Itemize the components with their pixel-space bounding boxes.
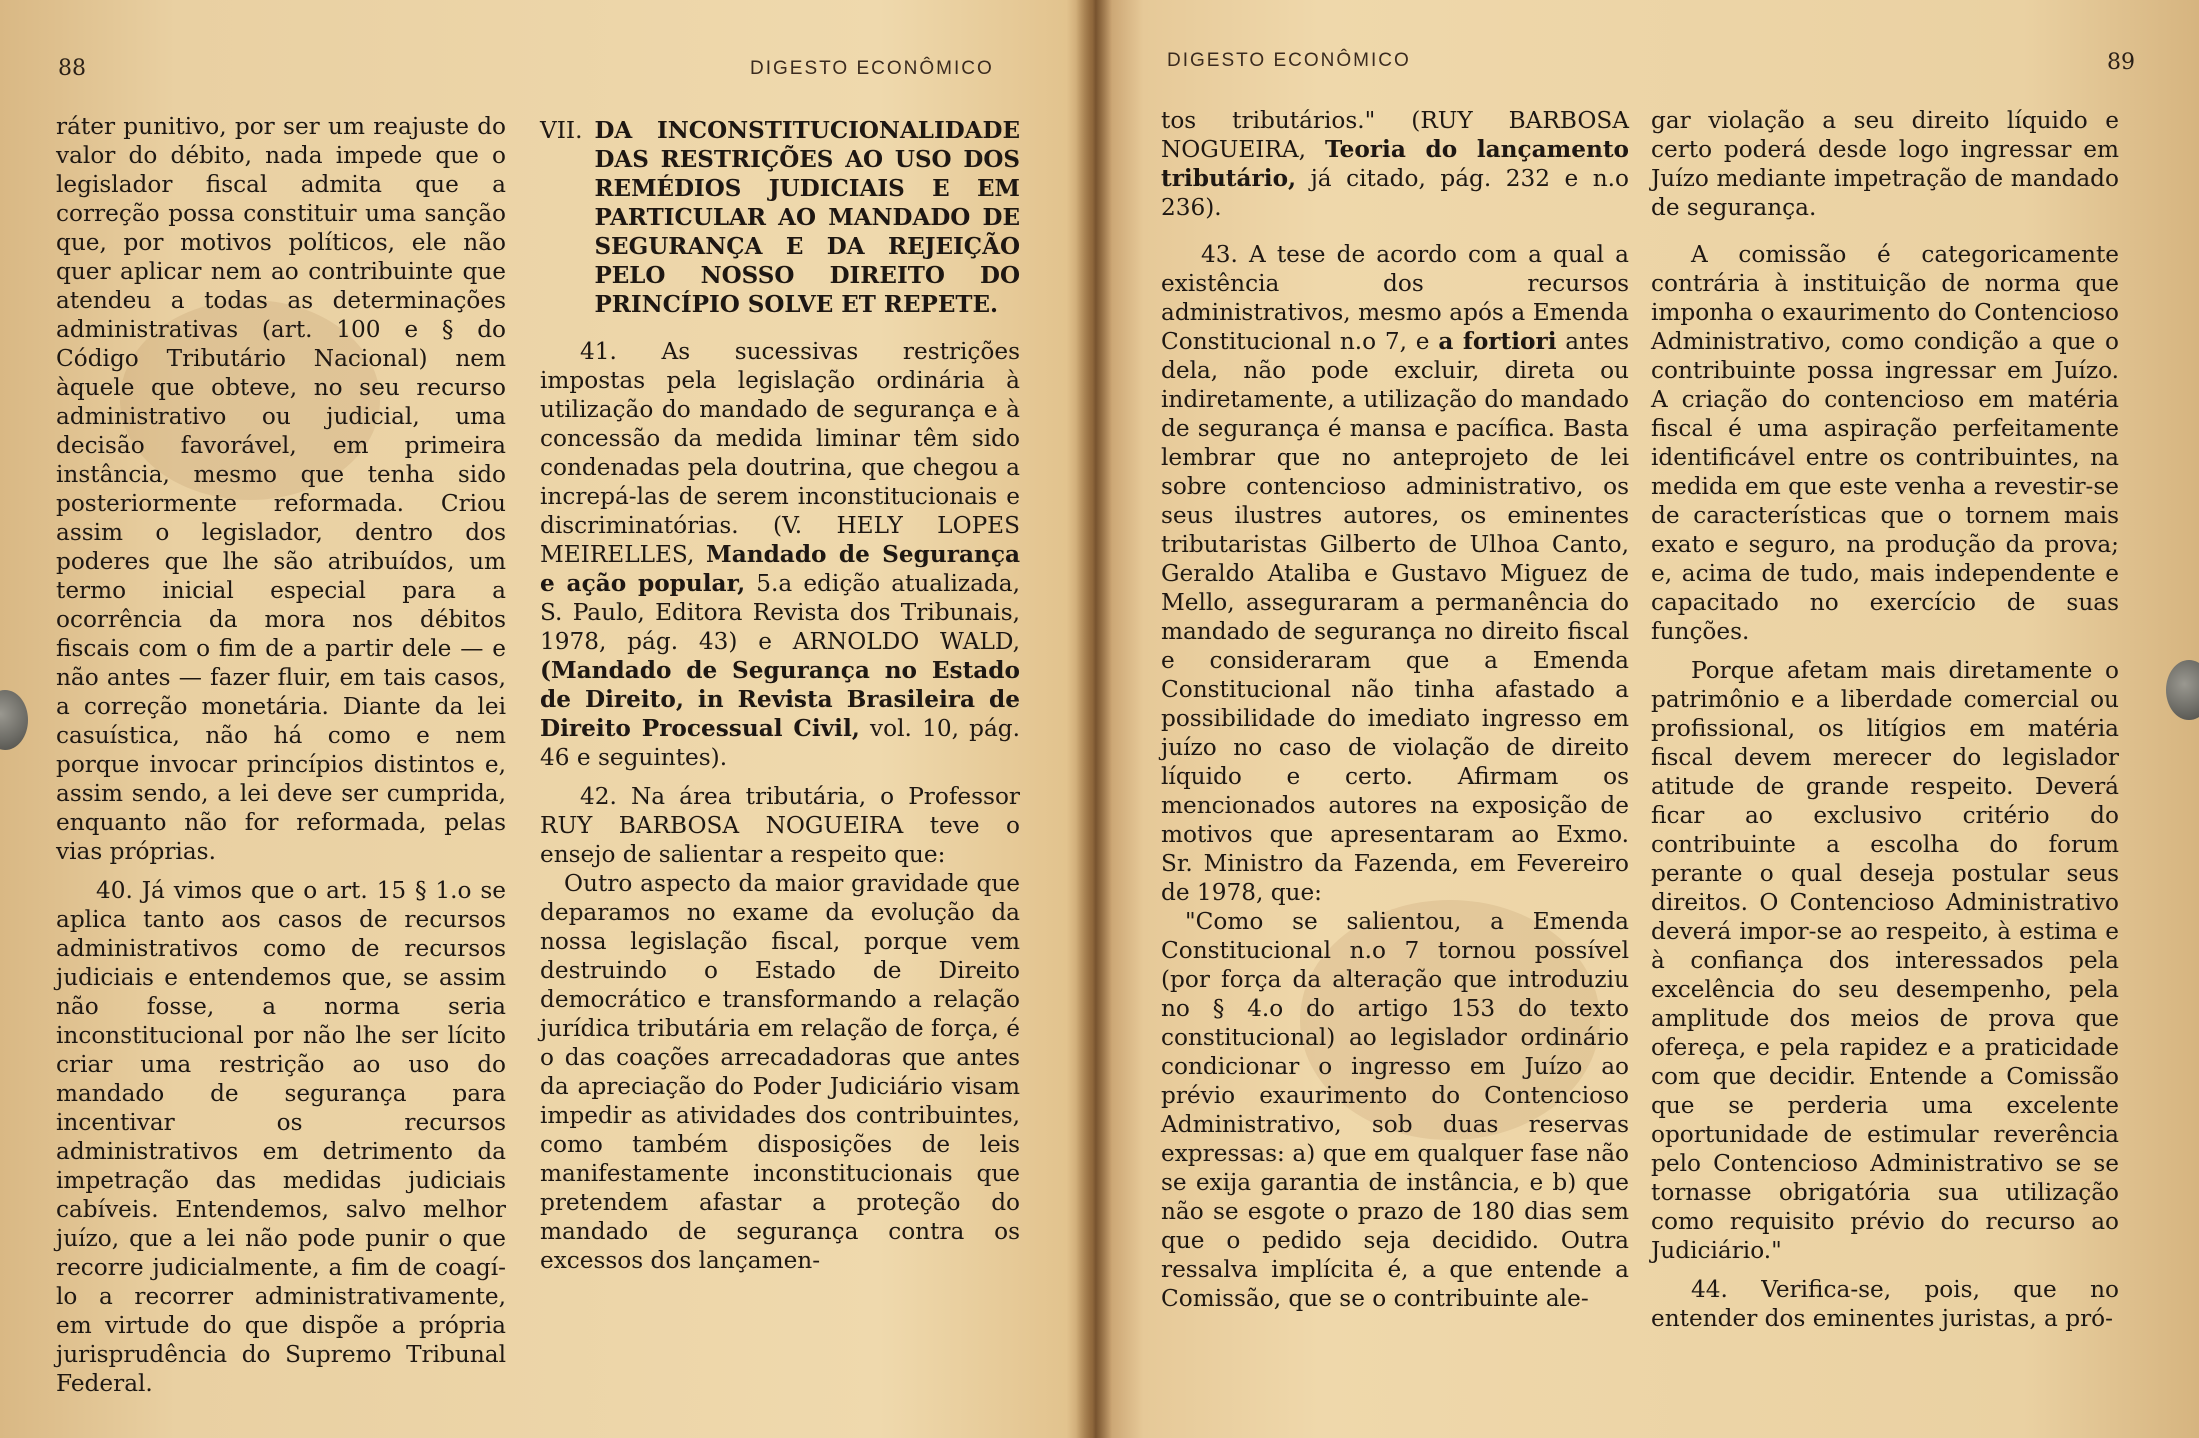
left-page [0,0,1090,1438]
paragraph-43 [1161,240,1629,907]
paragraph-41 [540,337,1020,772]
left-page-column-1 [56,112,506,1398]
right-page-column-1 [1161,106,1629,1313]
section-title: DA INCONSTITUCIONALIDADE DAS RESTRIÇÕES AO USO DOS REMÉDIOS JUDICIAIS E EM PARTICULAR AO MANDADO DE SEGURANÇA E DA REJEIÇÃO PELO NOSSO DIREITO DO PRINCÍPIO SOLVE ET REPETE. [594,117,1020,318]
left-page-column-2 [540,116,1020,1275]
section-number: VII. [540,117,583,144]
section-heading [540,116,1020,319]
paragraph: gar violação a seu direito líquido e certo poderá desde logo ingressar em Juízo mediante impetração de mandado de segurança. [1651,107,2119,221]
block-quote: "Como se salientou, a Emenda Constitucional n.o 7 tornou possível (por força da alteração que introduziu no § 4.o do artigo 153 do texto constitucional) ao legislador ordinário condicionar o ingresso em Juízo ao prévio exaurimento do Contencioso Administrativo, sob duas reservas expressas: a) que em qualquer fase não se exija garantia de instância, e b) que não se esgote o prazo de 180 dias sem que o pedido seja decidido. Outra ressalva implícita é, a que entende a Comissão, que se o contribuinte ale- [1161,908,1629,1312]
text-run: antes dela, não pode excluir, direta ou indiretamente, a utilização do mandado de segurança é mansa e pacífica. Basta lembrar que no anteprojeto de lei sobre contencioso administrativo, os seus ilustres autores, os eminentes tributaristas Gilberto de Ulhoa Canto, Geraldo Ataliba e Gustavo Miguez de Mello, asseguraram a permanência do mandado de segurança no direito fiscal e consideraram que a Emenda Constitucional não tinha afastado a possibilidade do imediato ingresso em juízo no caso de violação de direito líquido e certo. Afirmam os mencionados autores na exposição de motivos que apresentaram ao Exmo. Sr. Ministro da Fazenda, em Fevereiro de 1978, que: [1161,328,1630,906]
text-run: 41. As sucessivas restrições impostas pela legislação ordinária à utilização do mandado de segurança e à concessão da medida liminar têm sido condenadas pela doutrina, que chegou a increpá-las de serem inconstitucionais e discriminatórias. (V. HELY LOPES MEIRELLES, [540,338,1020,568]
paragraph: ráter punitivo, por ser um reajuste do valor do débito, nada impede que o legislador fiscal admita que a correção possa constituir uma sanção que, por motivos políticos, ele não quer aplicar nem ao contribuinte que atendeu a todas as determinações administrativas (art. 100 e § do Código Tributário Nacional) nem àquele que obteve, no seu recurso administrativo ou judicial, uma decisão favorável, em primeira instância, mesmo que tenha sido posteriormente reformada. Criou assim o legislador, dentro dos poderes que lhe são atribuídos, um termo inicial especial para a ocorrência da mora nos débitos fiscais com o fim de a partir dele — e não antes — fazer fluir, em tais casos, a correção monetária. Diante da lei casuística, não há como e nem porque invocar princípios distintos e, assim sendo, a lei deve ser cumprida, enquanto não for reformada, pelas vias próprias. [56,113,506,865]
citation-bold: (Mandado de Segurança no Estado de Direito, in Revista Brasileira de Direito Processual Civil, [540,657,1020,742]
page-number: 89 [2107,50,2135,75]
text-run: tos tributários." (RUY BARBOSA NOGUEIRA, [1161,107,1629,163]
paragraph-44: 44. Verifica-se, pois, que no entender dos eminentes juristas, a pró- [1651,1276,2119,1332]
right-page-column-2 [1651,106,2119,1333]
text-run: 5.a edição atualizada, S. Paulo, Editora Revista dos Tribunais, 1978, pág. 43) e ARNOLDO WALD, [540,570,1021,655]
text-run: já citado, pág. 232 e n.o 236). [1161,165,1629,221]
text-run: vol. 10, pág. 46 e seguintes). [540,715,1021,771]
paragraph-40: 40. Já vimos que o art. 15 § 1.o se aplica tanto aos casos de recursos administrativos como de recursos judiciais e entendemos que, se assim não fosse, a norma seria inconstitucional por não lhe ser lícito criar uma restrição ao uso do mandado de segurança para incentivar os recursos administrativos em detrimento da impetração das medidas judiciais cabíveis. Entendemos, salvo melhor juízo, que a lei não pode punir o que recorre judicialmente, a fim de coagí-lo a recorrer administrativamente, em virtude do que dispõe a própria jurisprudência do Supremo Tribunal Federal. [56,877,506,1397]
block-quote: Outro aspecto da maior gravidade que deparamos no exame da evolução da nossa legislação fiscal, porque vem destruindo o Estado de Direito democrático e transformando a relação jurídica tributária em relação de força, é o das coações arrecadadoras que antes da apreciação do Poder Judiciário visam impedir as atividades dos contribuintes, como também disposições de leis manifestamente inconstitucionais que pretendem afastar a proteção do mandado de segurança contra os excessos dos lançamen- [540,870,1020,1274]
paragraph: Porque afetam mais diretamente o patrimônio e a liberdade comercial ou profissional, os litígios em matéria fiscal devem merecer do legislador atitude de grande respeito. Deverá ficar ao exclusivo critério do contribuinte a escolha do forum perante o qual deseja postular seus direitos. O Contencioso Administrativo deverá impor-se ao respeito, à estima e à confiança dos interessados pela excelência do seu desempenho, pela amplitude dos meios de prova que ofereça, e pela rapidez e a praticidade com que decidir. Entende a Comissão que se perderia uma excelente oportunidade de estimular reverência pelo Contencioso Administrativo se se tornasse obrigatória sua utilização como requisito prévio do recurso ao Judiciário." [1651,657,2119,1264]
citation-bold: Mandado de Segurança e ação popular, [540,541,1020,597]
text-run: 43. A tese de acordo com a qual a existência dos recursos administrativos, mesmo após a Emenda Constitucional n.o 7, e [1161,241,1629,355]
running-header: DIGESTO ECONÔMICO [750,58,994,79]
citation-bold: Teoria do lançamento tributário, [1161,136,1629,192]
emphasis-bold: a fortiori [1438,328,1557,355]
paragraph-42: 42. Na área tributária, o Professor RUY BARBOSA NOGUEIRA teve o ensejo de salientar a respeito que: [540,783,1020,868]
right-page [1095,0,2199,1438]
paragraph: A comissão é categoricamente contrária à instituição de norma que imponha o exaurimento do Contencioso Administrativo, como condição a que o contribuinte possa ingressar em Juízo. A criação do contencioso em matéria fiscal é uma aspiração perfeitamente identificável entre os contribuintes, na medida em que este venha a revestir-se de características que o tornem mais exato e seguro, na produção da prova; e, acima de tudo, mais independente e capacitado no exercício de suas funções. [1651,241,2119,645]
paragraph [1161,106,1629,222]
running-header: DIGESTO ECONÔMICO [1167,50,1411,71]
page-number: 88 [58,56,86,81]
